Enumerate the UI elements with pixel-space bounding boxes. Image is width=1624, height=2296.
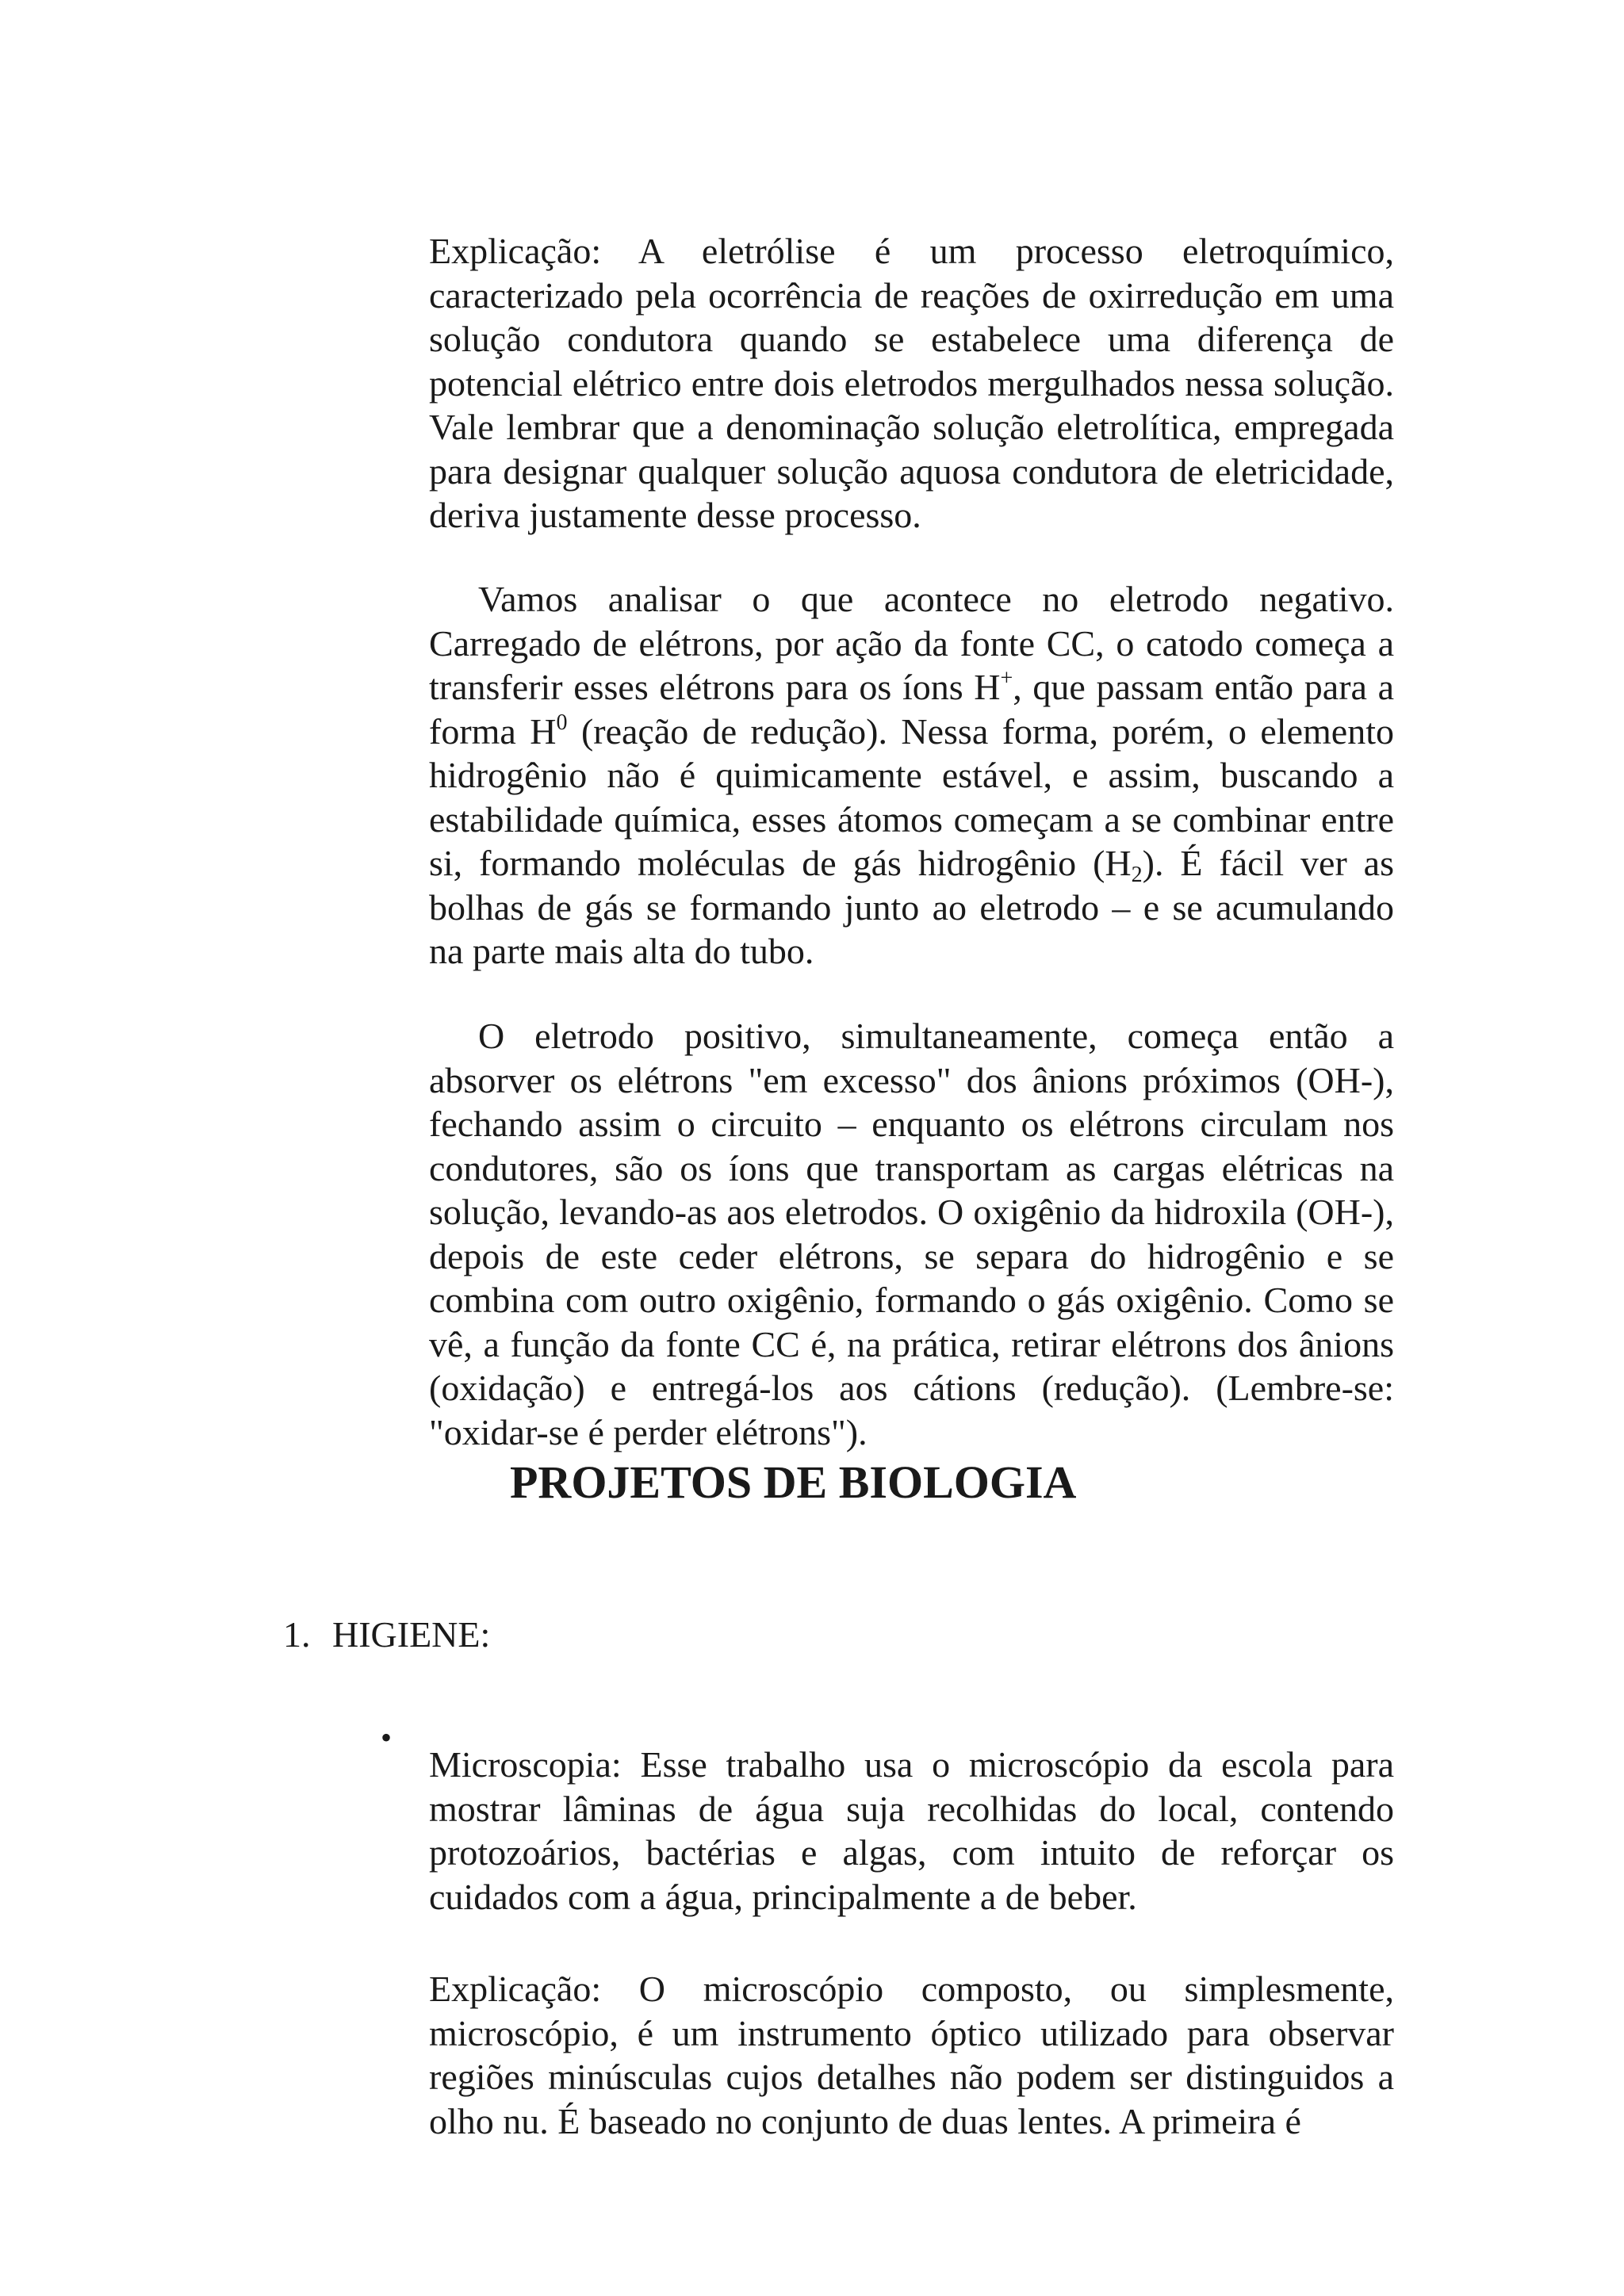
bullet-item-microscopy: Microscopia: Esse trabalho usa o microscópio da escola para mostrar lâminas de água suja recolhidas do local, contendo protozoários, bactérias e algas, com intuito de reforçar os cuidados com a água, principalmente a de beber. bbox=[429, 1744, 1394, 1917]
paragraph-microscope-explanation: Explicação: O microscópio composto, ou simplesmente, microscópio, é um instrumento óptico utilizado para observar regiões minúsculas cujos detalhes não podem ser distinguidos a olho nu. É baseado no conjunto de duas lentes. A primeira é bbox=[429, 1969, 1394, 2141]
list-item-heading bbox=[283, 1613, 490, 1657]
section-title: PROJETOS DE BIOLOGIA bbox=[510, 1456, 1077, 1508]
paragraph-negative-electrode bbox=[429, 577, 1394, 974]
paragraph-text-segment: Vamos analisar o que acontece no eletrodo negativo. Carregado de elétrons, por ação da fonte CC, o catodo começa a transferir esses elétrons para os íons H bbox=[429, 579, 1394, 707]
paragraph-positive-electrode: O eletrodo positivo, simultaneamente, começa então a absorver os elétrons "em excesso" dos ânions próximos (OH-), fechando assim o circuito – enquanto os elétrons circulam nos condutores, são os íons que transportam as cargas elétricas na solução, levando-as aos eletrodos. O oxigênio da hidroxila (OH-), depois de este ceder elétrons, se separa do hidrogênio e se combina com outro oxigênio, formando o gás oxigênio. Como se vê, a função da fonte CC é, na prática, retirar elétrons dos ânions (oxidação) e entregá-los aos cátions (redução). (Lembre-se: "oxidar-se é perder elétrons"). bbox=[429, 1016, 1394, 1452]
paragraph-electrolysis-explanation: Explicação: A eletrólise é um processo eletroquímico, caracterizado pela ocorrência de reações de oxirredução em uma solução condutora quando se estabelece uma diferença de potencial elétrico entre dois eletrodos mergulhados nessa solução. Vale lembrar que a denominação solução eletrolítica, empregada para designar qualquer solução aquosa condutora de eletricidade, deriva justamente desse processo. bbox=[429, 231, 1394, 535]
bullet-icon: • bbox=[381, 1720, 393, 1755]
list-item-heading-text: HIGIENE: bbox=[332, 1614, 491, 1655]
list-item-number: 1. bbox=[283, 1614, 311, 1655]
paragraph-text-segment: ). É fácil ver as bolhas de gás se formando junto ao eletrodo – e se acumulando na parte mais alta do tubo. bbox=[429, 843, 1395, 971]
paragraph-text-segment: , que passam então para a forma H bbox=[429, 667, 1394, 752]
subscript-two: 2 bbox=[1131, 863, 1143, 887]
superscript-zero: 0 bbox=[556, 710, 568, 735]
paragraph-text-segment: (reação de redução). Nessa forma, porém, o elemento hidrogênio não é quimicamente estável, e assim, buscando a estabilidade química, esses átomos começam a se combinar entre si, formando moléculas de gás hidrogênio (H bbox=[429, 710, 1394, 883]
superscript-plus: + bbox=[1000, 666, 1013, 691]
